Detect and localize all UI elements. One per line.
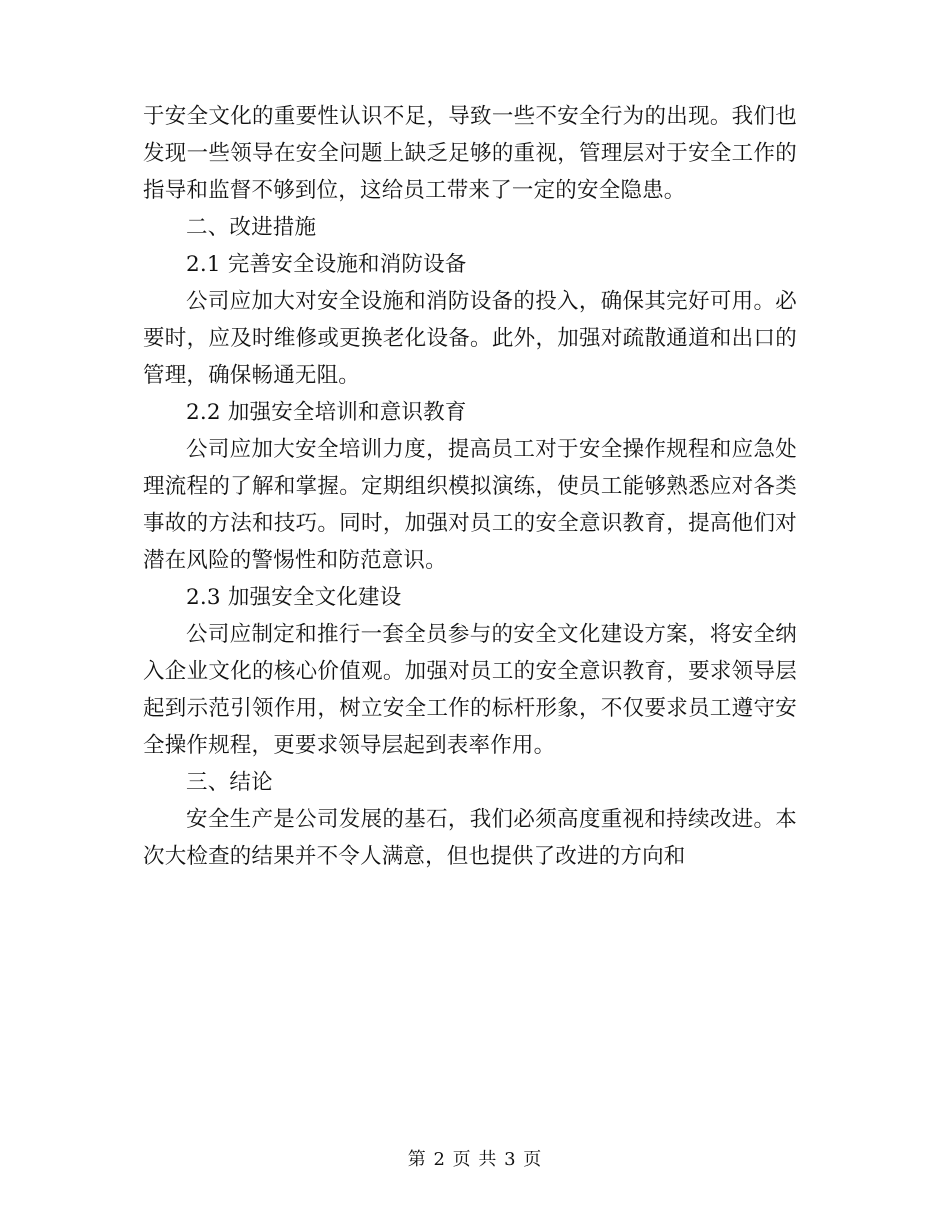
page-number-footer: 第 2 页 共 3 页 <box>407 1149 543 1170</box>
paragraph-2-2: 公司应加大安全培训力度，提高员工对于安全操作规程和应急处理流程的了解和掌握。定期组织模拟演练，使员工能够熟悉应对各类事故的方法和技巧。同时，加强对员工的安全意识教育，提高他们对潜在风险的警惕性和防范意识。 <box>143 437 797 573</box>
subheading-2-1: 2.1 完善安全设施和消防设备 <box>186 252 467 277</box>
section-heading-conclusion: 三、结论 <box>186 770 273 795</box>
section-heading-improvements: 二、改进措施 <box>186 215 317 240</box>
paragraph-safety-culture-continued: 于安全文化的重要性认识不足，导致一些不安全行为的出现。我们也发现一些领导在安全问题上缺乏足够的重视，管理层对于安全工作的指导和监督不够到位，这给员工带来了一定的安全隐患。 <box>143 104 797 203</box>
paragraph-2-3: 公司应制定和推行一套全员参与的安全文化建设方案，将安全纳入企业文化的核心价值观。加强对员工的安全意识教育，要求领导层起到示范引领作用，树立安全工作的标杆形象，不仅要求员工遵守安全操作规程，更要求领导层起到表率作用。 <box>143 622 797 758</box>
document-body <box>143 98 797 875</box>
subheading-2-2: 2.2 加强安全培训和意识教育 <box>186 400 467 425</box>
paragraph-2-1: 公司应加大对安全设施和消防设备的投入，确保其完好可用。必要时，应及时维修或更换老化设备。此外，加强对疏散通道和出口的管理，确保畅通无阻。 <box>143 289 797 388</box>
paragraph-conclusion: 安全生产是公司发展的基石，我们必须高度重视和持续改进。本次大检查的结果并不令人满意，但也提供了改进的方向和 <box>143 807 797 869</box>
subheading-2-3: 2.3 加强安全文化建设 <box>186 585 402 610</box>
